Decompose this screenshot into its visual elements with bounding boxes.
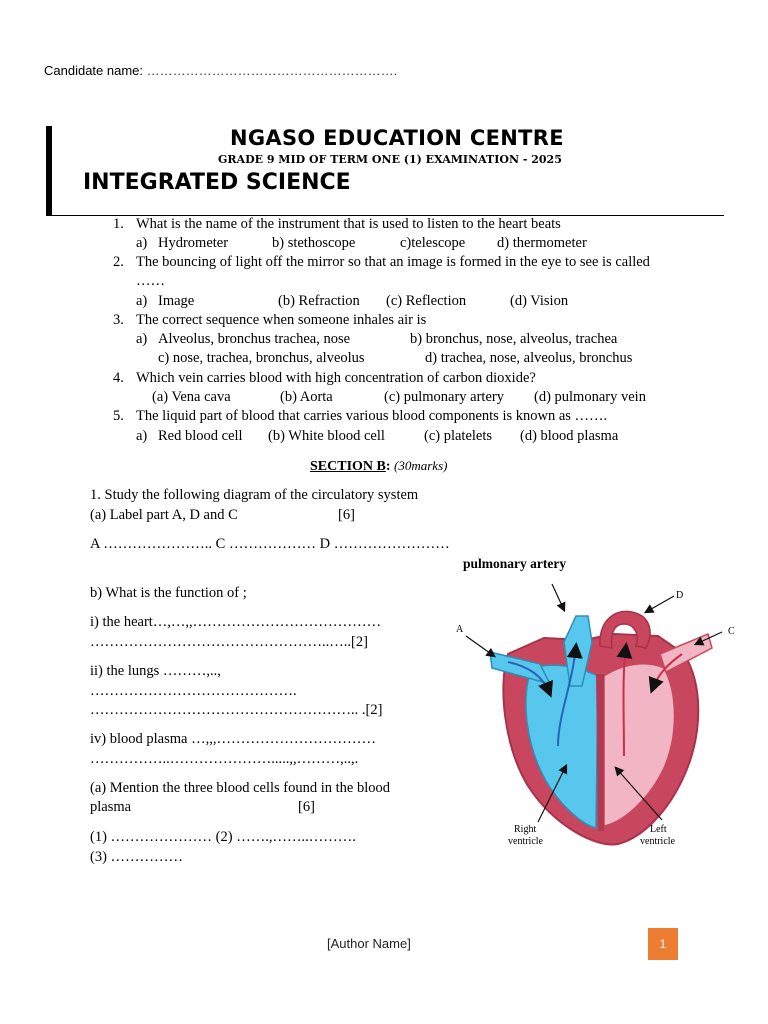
pointer-d bbox=[646, 596, 674, 612]
q2-opt-a-letter: a) bbox=[136, 293, 148, 309]
q3-number: 3. bbox=[113, 312, 124, 328]
q3-opt-a-letter: a) bbox=[136, 331, 148, 347]
sb-lungs-line1: ii) the lungs ………,.., bbox=[90, 663, 221, 679]
sb-cells-marks: [6] bbox=[298, 799, 315, 815]
sb-plasma-line1: iv) blood plasma …,,,…………………………… bbox=[90, 731, 376, 747]
exam-title: GRADE 9 MID OF TERM ONE (1) EXAMINATION - 2025 bbox=[218, 153, 562, 166]
q2-opt-d: (d) Vision bbox=[510, 293, 569, 309]
diagram-label-d: D bbox=[676, 590, 684, 601]
section-b-title: SECTION B bbox=[310, 459, 386, 474]
sb-answer-line: A ………………….. C ……………… D …………………… bbox=[90, 536, 450, 552]
sb-q1-intro: 1. Study the following diagram of the circulatory system bbox=[90, 487, 419, 503]
q1-opt-a: Hydrometer bbox=[158, 235, 229, 251]
sb-cells-answer-1: (1) ………………… (2) …….,……..………. bbox=[90, 829, 356, 845]
sb-lungs-line3: ……………………………………………….. .[2] bbox=[90, 702, 383, 718]
q2-opt-b: (b) Refraction bbox=[278, 293, 360, 309]
section-b-marks: (30marks) bbox=[394, 458, 448, 473]
footer-author: [Author Name] bbox=[327, 936, 411, 951]
left-ventricle-label-2: ventricle bbox=[640, 836, 675, 847]
q5-text: The liquid part of blood that carries various blood components is known as ……. bbox=[136, 408, 608, 424]
school-name: NGASO EDUCATION CENTRE bbox=[230, 126, 564, 150]
candidate-name-line bbox=[44, 63, 397, 78]
sb-qb: b) What is the function of ; bbox=[90, 585, 247, 601]
sb-cells-answer-2: (3) …………… bbox=[90, 849, 184, 865]
q4-number: 4. bbox=[113, 370, 124, 386]
page-number: 1 bbox=[648, 928, 678, 960]
sb-cells-line1: (a) Mention the three blood cells found in the blood bbox=[90, 780, 390, 796]
pointer-a bbox=[466, 636, 494, 656]
q4-opt-a: (a) Vena cava bbox=[152, 389, 231, 405]
q5-number: 5. bbox=[113, 408, 124, 424]
q5-opt-b: (b) White blood cell bbox=[268, 428, 385, 444]
sb-q1a-marks: [6] bbox=[338, 507, 355, 523]
q5-opt-a: Red blood cell bbox=[158, 428, 243, 444]
right-ventricle-label-1: Right bbox=[514, 824, 537, 835]
q3-opt-b: b) bronchus, nose, alveolus, trachea bbox=[410, 331, 618, 347]
heart-diagram bbox=[446, 576, 746, 876]
q3-opt-a: Alveolus, bronchus trachea, nose bbox=[158, 331, 351, 347]
header-left-bar bbox=[46, 126, 52, 216]
pointer-pulmonary bbox=[552, 584, 564, 610]
q2-number: 2. bbox=[113, 254, 124, 270]
sb-heart-line1: i) the heart…,…,,………………………………… bbox=[90, 614, 382, 630]
sb-q1a: (a) Label part A, D and C bbox=[90, 507, 238, 523]
subject-title: INTEGRATED SCIENCE bbox=[83, 170, 351, 195]
q4-text: Which vein carries blood with high concentration of carbon dioxide? bbox=[136, 370, 536, 386]
q3-opt-d: d) trachea, nose, alveolus, bronchus bbox=[425, 350, 633, 366]
sb-heart-line2: …………………………………………..…..[2] bbox=[90, 634, 368, 650]
q3-opt-c: c) nose, trachea, bronchus, alveolus bbox=[158, 350, 365, 366]
q4-opt-c: (c) pulmonary artery bbox=[384, 389, 504, 405]
section-b-colon: : bbox=[385, 459, 391, 474]
q2-text: The bouncing of light off the mirror so that an image is formed in the eye to see is called bbox=[136, 254, 650, 270]
q4-opt-b: (b) Aorta bbox=[280, 389, 333, 405]
sb-plasma-line2: ……………..………………….....,,………,..,. bbox=[90, 751, 359, 767]
sb-cells-line2: plasma bbox=[90, 799, 132, 815]
sb-lungs-line2: ……………………………………. bbox=[90, 683, 297, 699]
q1-opt-c: c)telescope bbox=[400, 235, 466, 251]
pulmonary-artery-label: pulmonary artery bbox=[463, 556, 567, 571]
q1-opt-b: b) stethoscope bbox=[272, 235, 356, 251]
q3-text: The correct sequence when someone inhales air is bbox=[136, 312, 427, 328]
q1-opt-d: d) thermometer bbox=[497, 235, 587, 251]
q4-opt-d: (d) pulmonary vein bbox=[534, 389, 646, 405]
diagram-label-a: A bbox=[456, 624, 464, 635]
q2-text-continued: …… bbox=[136, 273, 165, 289]
diagram-label-c: C bbox=[728, 626, 735, 637]
left-ventricle-label-1: Left bbox=[650, 824, 667, 835]
right-chamber bbox=[526, 665, 598, 828]
right-ventricle-label-2: ventricle bbox=[508, 836, 543, 847]
q2-opt-c: (c) Reflection bbox=[386, 293, 467, 309]
q1-opt-a-letter: a) bbox=[136, 235, 148, 251]
q5-opt-a-letter: a) bbox=[136, 428, 148, 444]
q5-opt-d: (d) blood plasma bbox=[520, 428, 619, 444]
q1-text: What is the name of the instrument that is used to listen to the heart beats bbox=[136, 216, 561, 232]
section-b-heading bbox=[310, 458, 447, 475]
q1-number: 1. bbox=[113, 216, 124, 232]
candidate-label: Candidate name: bbox=[44, 63, 144, 78]
q5-opt-c: (c) platelets bbox=[424, 428, 493, 444]
candidate-dots: …………………………………………………. bbox=[146, 63, 398, 78]
q2-opt-a: Image bbox=[158, 293, 195, 309]
